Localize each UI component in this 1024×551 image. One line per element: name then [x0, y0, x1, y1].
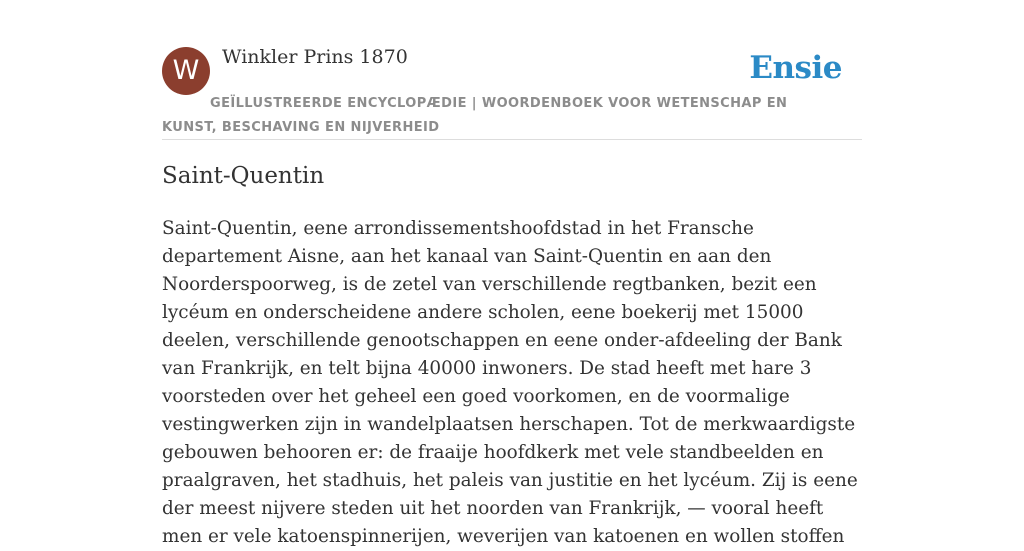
- entry-title: Saint-Quentin: [162, 163, 325, 189]
- entry-body: Saint-Quentin, eene arrondissementshoofdstad in het Fransche departement Aisne, aan het kanaal van Saint-Quentin en aan den Noorderspoorweg, is de zetel van verschillende regtbanken, bezit een lycéum en onderscheidene andere scholen, eene boekerij met 15000 deelen, verschillende genootschappen en eene onder-afdeeling der Bank van Frankrijk, en telt bijna 40000 inwoners. De stad heeft met hare 3 voorsteden over het geheel een goed voorkomen, en de voormalige vestingwerken zijn in wandelplaatsen herschapen. Tot de merkwaardigste gebouwen behooren er: de fraaije hoofdkerk met vele standbeelden en praalgraven, het stadhuis, het paleis van justitie en het lycéum. Zij is eene der meest nijvere steden uit het noorden van Frankrijk, — vooral heeft men er vele katoenspinnerijen, weverijen van katoenen en wollen stoffen: [162, 218, 858, 547]
- header-divider: [162, 139, 862, 140]
- ensie-logo[interactable]: Ensie: [749, 50, 842, 86]
- avatar[interactable]: W: [162, 47, 210, 95]
- source-subtitle: GEÏLLUSTREERDE ENCYCLOPÆDIE | WOORDENBOEK VOOR WETENSCHAP EN KUNST, BESCHAVING EN NIJVERHEID: [162, 96, 788, 135]
- source-title-link[interactable]: Winkler Prins 1870: [222, 46, 408, 68]
